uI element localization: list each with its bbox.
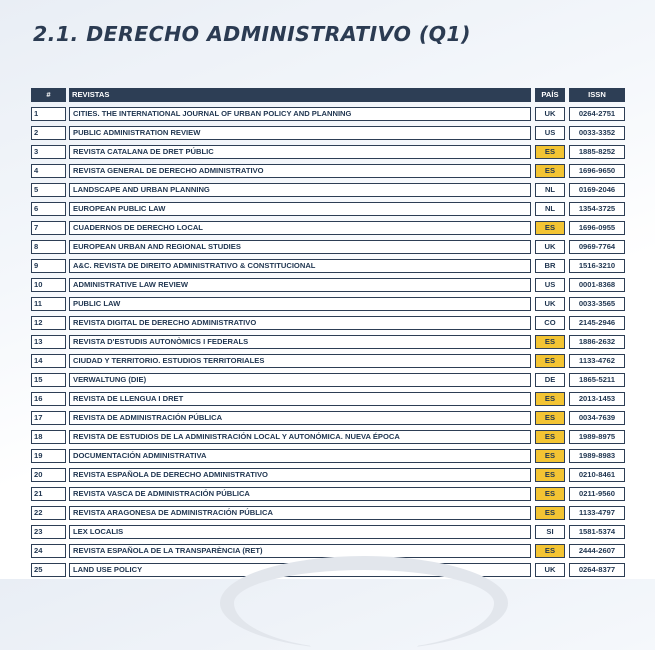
row-pais: ES: [535, 506, 565, 520]
watermark-shape: [220, 556, 508, 650]
row-num: 22: [31, 506, 66, 520]
row-issn: 0169-2046: [569, 183, 625, 197]
row-issn: 2013-1453: [569, 392, 625, 406]
table-row: [31, 202, 625, 221]
row-revista: LANDSCAPE AND URBAN PLANNING: [69, 183, 531, 197]
row-num: 15: [31, 373, 66, 387]
row-pais: ES: [535, 544, 565, 558]
row-num: 9: [31, 259, 66, 273]
row-issn: 0033-3565: [569, 297, 625, 311]
row-pais: ES: [535, 392, 565, 406]
row-num: 1: [31, 107, 66, 121]
row-issn: 1516-3210: [569, 259, 625, 273]
row-pais: ES: [535, 449, 565, 463]
row-issn: 0034-7639: [569, 411, 625, 425]
table-row: [31, 525, 625, 544]
row-num: 7: [31, 221, 66, 235]
table-row: [31, 278, 625, 297]
header-issn: ISSN: [569, 88, 625, 102]
row-num: 12: [31, 316, 66, 330]
journals-table: [31, 88, 625, 582]
row-pais: UK: [535, 297, 565, 311]
row-num: 2: [31, 126, 66, 140]
row-revista: REVISTA ARAGONESA DE ADMINISTRACIÓN PÚBLICA: [69, 506, 531, 520]
row-revista: PUBLIC LAW: [69, 297, 531, 311]
table-row: [31, 430, 625, 449]
row-issn: 1354-3725: [569, 202, 625, 216]
row-revista: LEX LOCALIS: [69, 525, 531, 539]
table-row: [31, 240, 625, 259]
row-issn: 1581-5374: [569, 525, 625, 539]
row-revista: A&C. REVISTA DE DIREITO ADMINISTRATIVO & CONSTITUCIONAL: [69, 259, 531, 273]
header-num: #: [31, 88, 66, 102]
table-row: [31, 126, 625, 145]
row-pais: ES: [535, 354, 565, 368]
row-num: 20: [31, 468, 66, 482]
row-revista: REVISTA GENERAL DE DERECHO ADMINISTRATIVO: [69, 164, 531, 178]
row-pais: ES: [535, 430, 565, 444]
row-num: 10: [31, 278, 66, 292]
row-issn: 0001-8368: [569, 278, 625, 292]
row-num: 3: [31, 145, 66, 159]
row-revista: DOCUMENTACIÓN ADMINISTRATIVA: [69, 449, 531, 463]
row-num: 24: [31, 544, 66, 558]
row-pais: ES: [535, 164, 565, 178]
table-row: [31, 221, 625, 240]
row-pais: NL: [535, 202, 565, 216]
row-num: 13: [31, 335, 66, 349]
row-issn: 0264-2751: [569, 107, 625, 121]
row-revista: REVISTA D'ESTUDIS AUTONÒMICS I FEDERALS: [69, 335, 531, 349]
row-pais: SI: [535, 525, 565, 539]
row-issn: 0211-9560: [569, 487, 625, 501]
row-revista: REVISTA DE ESTUDIOS DE LA ADMINISTRACIÓN LOCAL Y AUTONÓMICA. NUEVA ÉPOCA: [69, 430, 531, 444]
row-num: 6: [31, 202, 66, 216]
row-issn: 0264-8377: [569, 563, 625, 577]
row-num: 4: [31, 164, 66, 178]
row-pais: ES: [535, 221, 565, 235]
table-row: [31, 259, 625, 278]
table-row: [31, 449, 625, 468]
row-pais: US: [535, 278, 565, 292]
row-revista: EUROPEAN URBAN AND REGIONAL STUDIES: [69, 240, 531, 254]
row-pais: ES: [535, 411, 565, 425]
row-num: 16: [31, 392, 66, 406]
table-row: [31, 107, 625, 126]
row-num: 17: [31, 411, 66, 425]
table-row: [31, 468, 625, 487]
row-revista: REVISTA ESPAÑOLA DE DERECHO ADMINISTRATIVO: [69, 468, 531, 482]
table-row: [31, 373, 625, 392]
row-revista: LAND USE POLICY: [69, 563, 531, 577]
row-pais: ES: [535, 335, 565, 349]
row-revista: CIUDAD Y TERRITORIO. ESTUDIOS TERRITORIALES: [69, 354, 531, 368]
row-revista: REVISTA CATALANA DE DRET PÚBLIC: [69, 145, 531, 159]
header-revistas: REVISTAS: [69, 88, 531, 102]
row-pais: BR: [535, 259, 565, 273]
table-header: [31, 88, 625, 107]
row-num: 19: [31, 449, 66, 463]
table-row: [31, 392, 625, 411]
row-revista: REVISTA DIGITAL DE DERECHO ADMINISTRATIVO: [69, 316, 531, 330]
row-num: 25: [31, 563, 66, 577]
row-issn: 1885-8252: [569, 145, 625, 159]
row-issn: 1989-8983: [569, 449, 625, 463]
row-pais: US: [535, 126, 565, 140]
row-issn: 1133-4762: [569, 354, 625, 368]
row-num: 11: [31, 297, 66, 311]
row-num: 23: [31, 525, 66, 539]
row-revista: CUADERNOS DE DERECHO LOCAL: [69, 221, 531, 235]
row-revista: EUROPEAN PUBLIC LAW: [69, 202, 531, 216]
row-issn: 1886-2632: [569, 335, 625, 349]
row-pais: DE: [535, 373, 565, 387]
row-pais: UK: [535, 107, 565, 121]
row-issn: 1133-4797: [569, 506, 625, 520]
table-row: [31, 354, 625, 373]
row-revista: REVISTA ESPAÑOLA DE LA TRANSPARÈNCIA (RET): [69, 544, 531, 558]
row-pais: ES: [535, 487, 565, 501]
row-pais: CO: [535, 316, 565, 330]
row-issn: 0969-7764: [569, 240, 625, 254]
row-issn: 0210-8461: [569, 468, 625, 482]
table-row: [31, 487, 625, 506]
table-row: [31, 316, 625, 335]
row-pais: UK: [535, 563, 565, 577]
row-pais: ES: [535, 468, 565, 482]
table-row: [31, 506, 625, 525]
row-issn: 2145-2946: [569, 316, 625, 330]
table-row: [31, 145, 625, 164]
row-revista: REVISTA DE ADMINISTRACIÓN PÚBLICA: [69, 411, 531, 425]
row-pais: NL: [535, 183, 565, 197]
table-row: [31, 297, 625, 316]
table-body: [31, 107, 625, 582]
row-issn: 1696-0955: [569, 221, 625, 235]
row-issn: 0033-3352: [569, 126, 625, 140]
table-row: [31, 335, 625, 354]
row-pais: UK: [535, 240, 565, 254]
row-pais: ES: [535, 145, 565, 159]
table-row: [31, 411, 625, 430]
row-revista: REVISTA DE LLENGUA I DRET: [69, 392, 531, 406]
row-num: 18: [31, 430, 66, 444]
row-num: 5: [31, 183, 66, 197]
row-revista: PUBLIC ADMINISTRATION REVIEW: [69, 126, 531, 140]
header-pais: PAÍS: [535, 88, 565, 102]
row-num: 14: [31, 354, 66, 368]
table-row: [31, 183, 625, 202]
row-revista: VERWALTUNG (DIE): [69, 373, 531, 387]
table-row: [31, 164, 625, 183]
row-issn: 1989-8975: [569, 430, 625, 444]
row-revista: CITIES. THE INTERNATIONAL JOURNAL OF URBAN POLICY AND PLANNING: [69, 107, 531, 121]
row-issn: 2444-2607: [569, 544, 625, 558]
row-issn: 1865-5211: [569, 373, 625, 387]
row-num: 21: [31, 487, 66, 501]
page-title: 2.1. DERECHO ADMINISTRATIVO (Q1): [33, 22, 471, 46]
row-issn: 1696-9650: [569, 164, 625, 178]
row-revista: REVISTA VASCA DE ADMINISTRACIÓN PÚBLICA: [69, 487, 531, 501]
row-num: 8: [31, 240, 66, 254]
row-revista: ADMINISTRATIVE LAW REVIEW: [69, 278, 531, 292]
